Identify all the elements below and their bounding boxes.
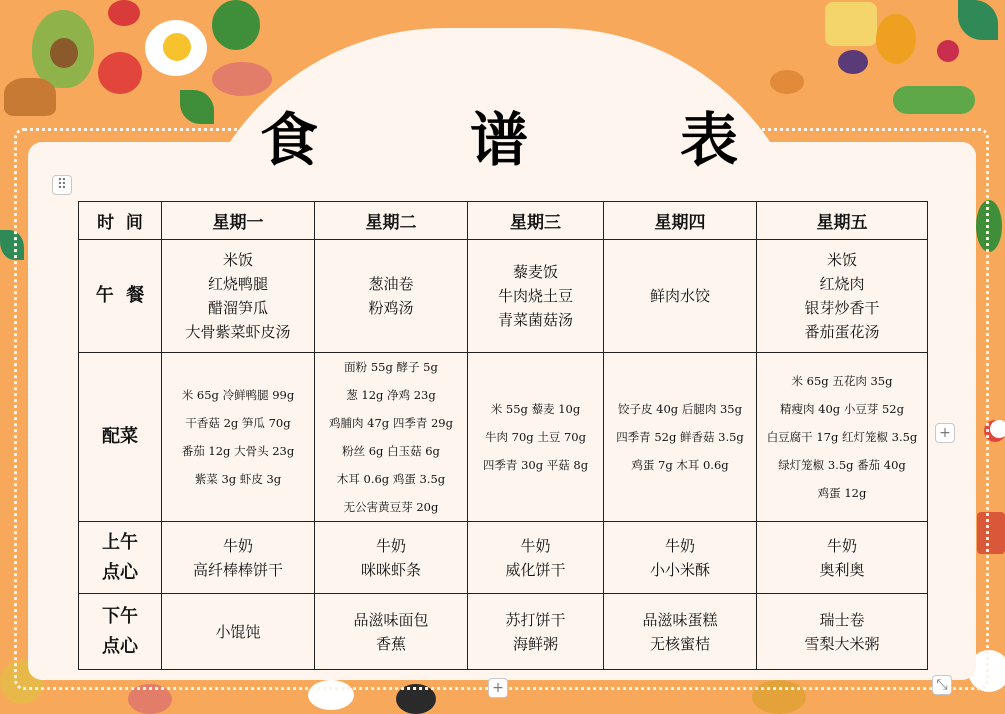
dish-name: 小馄饨 (215, 622, 261, 641)
radish-decoration (937, 40, 959, 62)
dish-name: 藜麦饭 (512, 263, 558, 281)
dish-name: 海鲜粥 (512, 634, 558, 653)
dish-name: 高纤棒棒饼干 (192, 560, 283, 579)
leaf-decoration (958, 0, 998, 40)
dish-name: 鲜肉水饺 (649, 287, 710, 305)
table-cell[interactable] (604, 522, 757, 594)
title-char: 谱 (469, 106, 530, 174)
dish-name: 红烧鸭腿 (207, 275, 268, 293)
table-cell[interactable] (162, 594, 315, 670)
burger-decoration (4, 78, 56, 116)
dish-name: 品滋味面包 (353, 610, 429, 629)
dish-name: 威化饼干 (505, 560, 566, 579)
ingredient-line: 米 55g 藜麦 10g (490, 402, 581, 416)
table-cell[interactable] (315, 522, 468, 594)
plus-icon: + (492, 680, 504, 696)
table-cell[interactable] (757, 594, 928, 670)
ingredient-line: 紫菜 3g 虾皮 3g (194, 472, 282, 486)
dish-name: 牛奶 (826, 536, 857, 555)
ingredient-line: 番茄 12g 大骨头 23g (181, 444, 295, 458)
ingredient-line: 干香菇 2g 笋瓜 70g (185, 416, 291, 430)
ingredient-line: 白豆腐干 17g 红灯笼椒 3.5g (766, 430, 918, 444)
pepper-decoration (876, 14, 916, 64)
tomato-decoration (98, 52, 142, 94)
avocado-pit-decoration (50, 38, 78, 68)
header-time: 时 间 (79, 202, 162, 240)
row-label-line: 午 餐 (95, 285, 145, 306)
dish-name: 苏打饼干 (505, 610, 566, 629)
dish-name: 番茄蛋花汤 (804, 323, 880, 341)
dish-name: 青菜菌菇汤 (497, 311, 573, 329)
table-cell[interactable] (468, 240, 604, 353)
dish-name: 雪梨大米粥 (804, 634, 880, 653)
ingredient-line: 粉丝 6g 白玉菇 6g (342, 444, 440, 458)
ingredient-line: 饺子皮 40g 后腿肉 35g (618, 402, 742, 416)
dish-name: 咪咪虾条 (360, 560, 421, 579)
row-label-line: 配菜 (102, 426, 138, 447)
dish-name: 红烧肉 (819, 275, 865, 293)
table-resize-handle[interactable] (932, 675, 952, 695)
header-wednesday: 星期三 (468, 202, 604, 240)
row-label-side-dishes (79, 353, 162, 522)
dish-name: 米饭 (826, 251, 857, 269)
ingredient-line: 米 65g 五花肉 35g (791, 374, 893, 388)
ingredient-line: 木耳 0.6g 鸡蛋 3.5g (336, 472, 446, 486)
table-cell[interactable] (315, 353, 468, 522)
dish-name: 葱油卷 (368, 275, 414, 293)
dish-name: 牛肉烧土豆 (497, 287, 573, 305)
strawberry-decoration (108, 0, 140, 26)
row-label-lunch (79, 240, 162, 353)
title-char: 食 (260, 106, 321, 174)
dish-name: 牛奶 (375, 536, 406, 555)
table-cell[interactable] (757, 522, 928, 594)
table-row-morning-snack (79, 522, 928, 594)
header-thursday: 星期四 (604, 202, 757, 240)
dish-name: 奥利奥 (819, 560, 865, 579)
dish-name: 银芽炒香干 (804, 299, 880, 317)
ingredient-line: 无公害黄豆芽 20g (343, 500, 439, 514)
table-cell[interactable] (604, 353, 757, 522)
table-cell[interactable] (468, 522, 604, 594)
ingredient-line: 四季青 52g 鲜香菇 3.5g (616, 430, 744, 444)
table-cell[interactable] (757, 353, 928, 522)
ingredient-line: 葱 12g 净鸡 23g (346, 388, 436, 402)
dish-name: 小小米酥 (649, 560, 710, 579)
row-label-line: 点心 (102, 635, 138, 657)
ingredient-line: 精瘦肉 40g 小豆芽 52g (780, 402, 904, 416)
table-cell[interactable] (604, 594, 757, 670)
table-cell[interactable] (162, 353, 315, 522)
menu-table (78, 201, 928, 670)
ingredient-line: 四季青 30g 平菇 8g (482, 458, 589, 472)
page-title (260, 100, 740, 174)
dish-name: 无核蜜桔 (649, 634, 710, 653)
table-row-side-dishes (79, 353, 928, 522)
dish-name: 品滋味蛋糕 (642, 610, 718, 629)
ingredient-line: 鸡蛋 12g (817, 486, 867, 500)
row-label-morning-snack (79, 522, 162, 594)
ingredient-line: 牛肉 70g 土豆 70g (485, 430, 586, 444)
table-cell[interactable] (315, 240, 468, 353)
cheese-decoration (825, 2, 877, 46)
peas-decoration (893, 86, 975, 114)
plus-icon: + (939, 425, 951, 441)
ingredient-line: 面粉 55g 酵子 5g (344, 360, 438, 374)
broccoli-decoration (212, 0, 260, 50)
table-row-afternoon-snack (79, 594, 928, 670)
dish-name: 牛奶 (222, 536, 253, 555)
sushi-decoration (990, 420, 1005, 438)
dish-name: 醋溜笋瓜 (207, 299, 268, 317)
dish-name: 瑞士卷 (819, 610, 865, 629)
table-cell[interactable] (757, 240, 928, 353)
dish-name: 牛奶 (664, 536, 695, 555)
ingredient-line: 米 65g 冷鲜鸭腿 99g (181, 388, 295, 402)
table-cell[interactable] (604, 240, 757, 353)
ingredient-line: 绿灯笼椒 3.5g 番茄 40g (778, 458, 906, 472)
table-header-row (79, 202, 928, 240)
bread-decoration (770, 70, 804, 94)
add-row-button[interactable] (488, 678, 508, 698)
row-label-line: 上午 (102, 531, 138, 553)
resize-icon: ⤡ (936, 677, 948, 693)
table-cell[interactable] (468, 594, 604, 670)
dish-name: 米饭 (222, 251, 253, 269)
row-label-line: 下午 (102, 605, 138, 627)
dish-name: 粉鸡汤 (368, 299, 414, 317)
title-char: 表 (679, 106, 740, 174)
header-friday: 星期五 (757, 202, 928, 240)
table-drag-handle[interactable] (52, 175, 72, 195)
drag-handle-icon: ⠿ (56, 177, 68, 193)
eggplant-decoration (838, 50, 868, 74)
ingredient-line: 鸡脯肉 47g 四季青 29g (329, 416, 453, 430)
dish-name: 香蕉 (375, 634, 406, 653)
table-cell[interactable] (162, 522, 315, 594)
table-cell[interactable] (468, 353, 604, 522)
table-row-lunch (79, 240, 928, 353)
egg-yolk-decoration (163, 33, 191, 61)
dish-name: 大骨紫菜虾皮汤 (185, 323, 291, 341)
header-tuesday: 星期二 (315, 202, 468, 240)
row-label-line: 点心 (102, 561, 138, 583)
meat-decoration (212, 62, 272, 96)
table-cell[interactable] (162, 240, 315, 353)
dish-name: 牛奶 (520, 536, 551, 555)
ingredient-line: 鸡蛋 7g 木耳 0.6g (631, 458, 729, 472)
table-cell[interactable] (315, 594, 468, 670)
row-label-afternoon-snack (79, 594, 162, 670)
header-monday: 星期一 (162, 202, 315, 240)
leaf-decoration (180, 90, 214, 124)
add-column-button[interactable] (935, 423, 955, 443)
